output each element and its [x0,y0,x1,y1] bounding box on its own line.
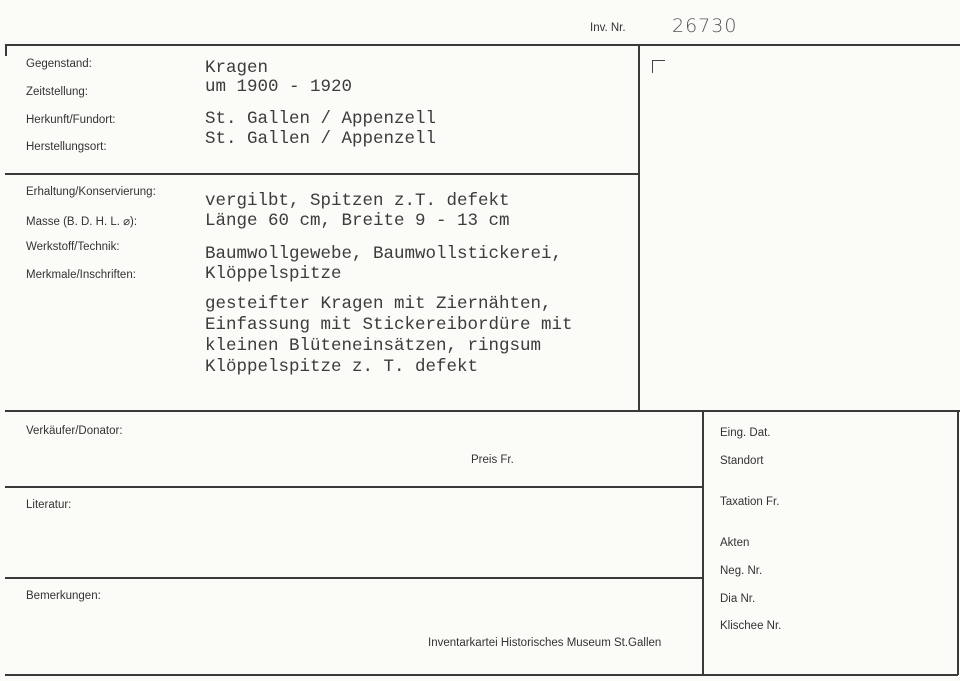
masse-label: Masse (B. D. H. L. ⌀): [26,216,138,228]
verkaeufer-label: Verkäufer/Donator: [26,425,123,437]
klischee-nr-label: Klischee Nr. [720,620,782,632]
right-edge-rule [957,410,959,675]
standort-label: Standort [720,455,764,467]
merkmale-value-line3: kleinen Blüteneinsätzen, ringsum [205,336,542,356]
gegenstand-label: Gegenstand: [26,58,92,70]
werkstoff-value-line1: Baumwollgewebe, Baumwollstickerei, [205,244,563,264]
merkmale-value-line4: Klöppelspitze z. T. defekt [205,357,479,377]
herstellungsort-label: Herstellungsort: [26,141,107,153]
dia-nr-label: Dia Nr. [720,593,756,605]
top-rule [5,44,960,46]
bemerkungen-label: Bemerkungen: [26,590,101,602]
literature-remarks-divider [5,577,702,579]
lower-right-column-divider [702,410,704,675]
werkstoff-label: Werkstoff/Technik: [26,241,120,253]
merkmale-value-line1: gesteifter Kragen mit Ziernähten, [205,294,552,314]
erhaltung-value: vergilbt, Spitzen z.T. defekt [205,191,510,211]
gegenstand-value: Kragen [205,58,269,78]
card-footer: Inventarkartei Historisches Museum St.Gallen [428,637,662,649]
inv-nr-label: Inv. Nr. [590,22,626,34]
middle-rule [5,410,960,412]
herkunft-value: St. Gallen / Appenzell [205,109,437,129]
zeitstellung-label: Zeitstellung: [26,86,89,98]
neg-nr-label: Neg. Nr. [720,565,763,577]
zeitstellung-value: um 1900 - 1920 [205,77,353,97]
literatur-label: Literatur: [26,499,72,511]
werkstoff-value-line2: Klöppelspitze [205,264,342,284]
photo-corner-mark [652,60,665,73]
taxation-label: Taxation Fr. [720,496,780,508]
object-section-divider [5,173,639,175]
inv-nr-value: 26730 [672,15,738,37]
akten-label: Akten [720,537,750,549]
upper-right-column-divider [638,44,640,411]
herkunft-label: Herkunft/Fundort: [26,114,116,126]
merkmale-value-line2: Einfassung mit Stickereibordüre mit [205,315,573,335]
masse-value: Länge 60 cm, Breite 9 - 13 cm [205,211,510,231]
left-rule-upper [5,44,7,56]
merkmale-label: Merkmale/Inschriften: [26,269,136,281]
eing-dat-label: Eing. Dat. [720,427,771,439]
preis-label: Preis Fr. [471,454,514,466]
donor-literature-divider [5,486,702,488]
erhaltung-label: Erhaltung/Konservierung: [26,186,156,198]
herstellungsort-value: St. Gallen / Appenzell [205,129,437,149]
bottom-rule [5,674,958,676]
